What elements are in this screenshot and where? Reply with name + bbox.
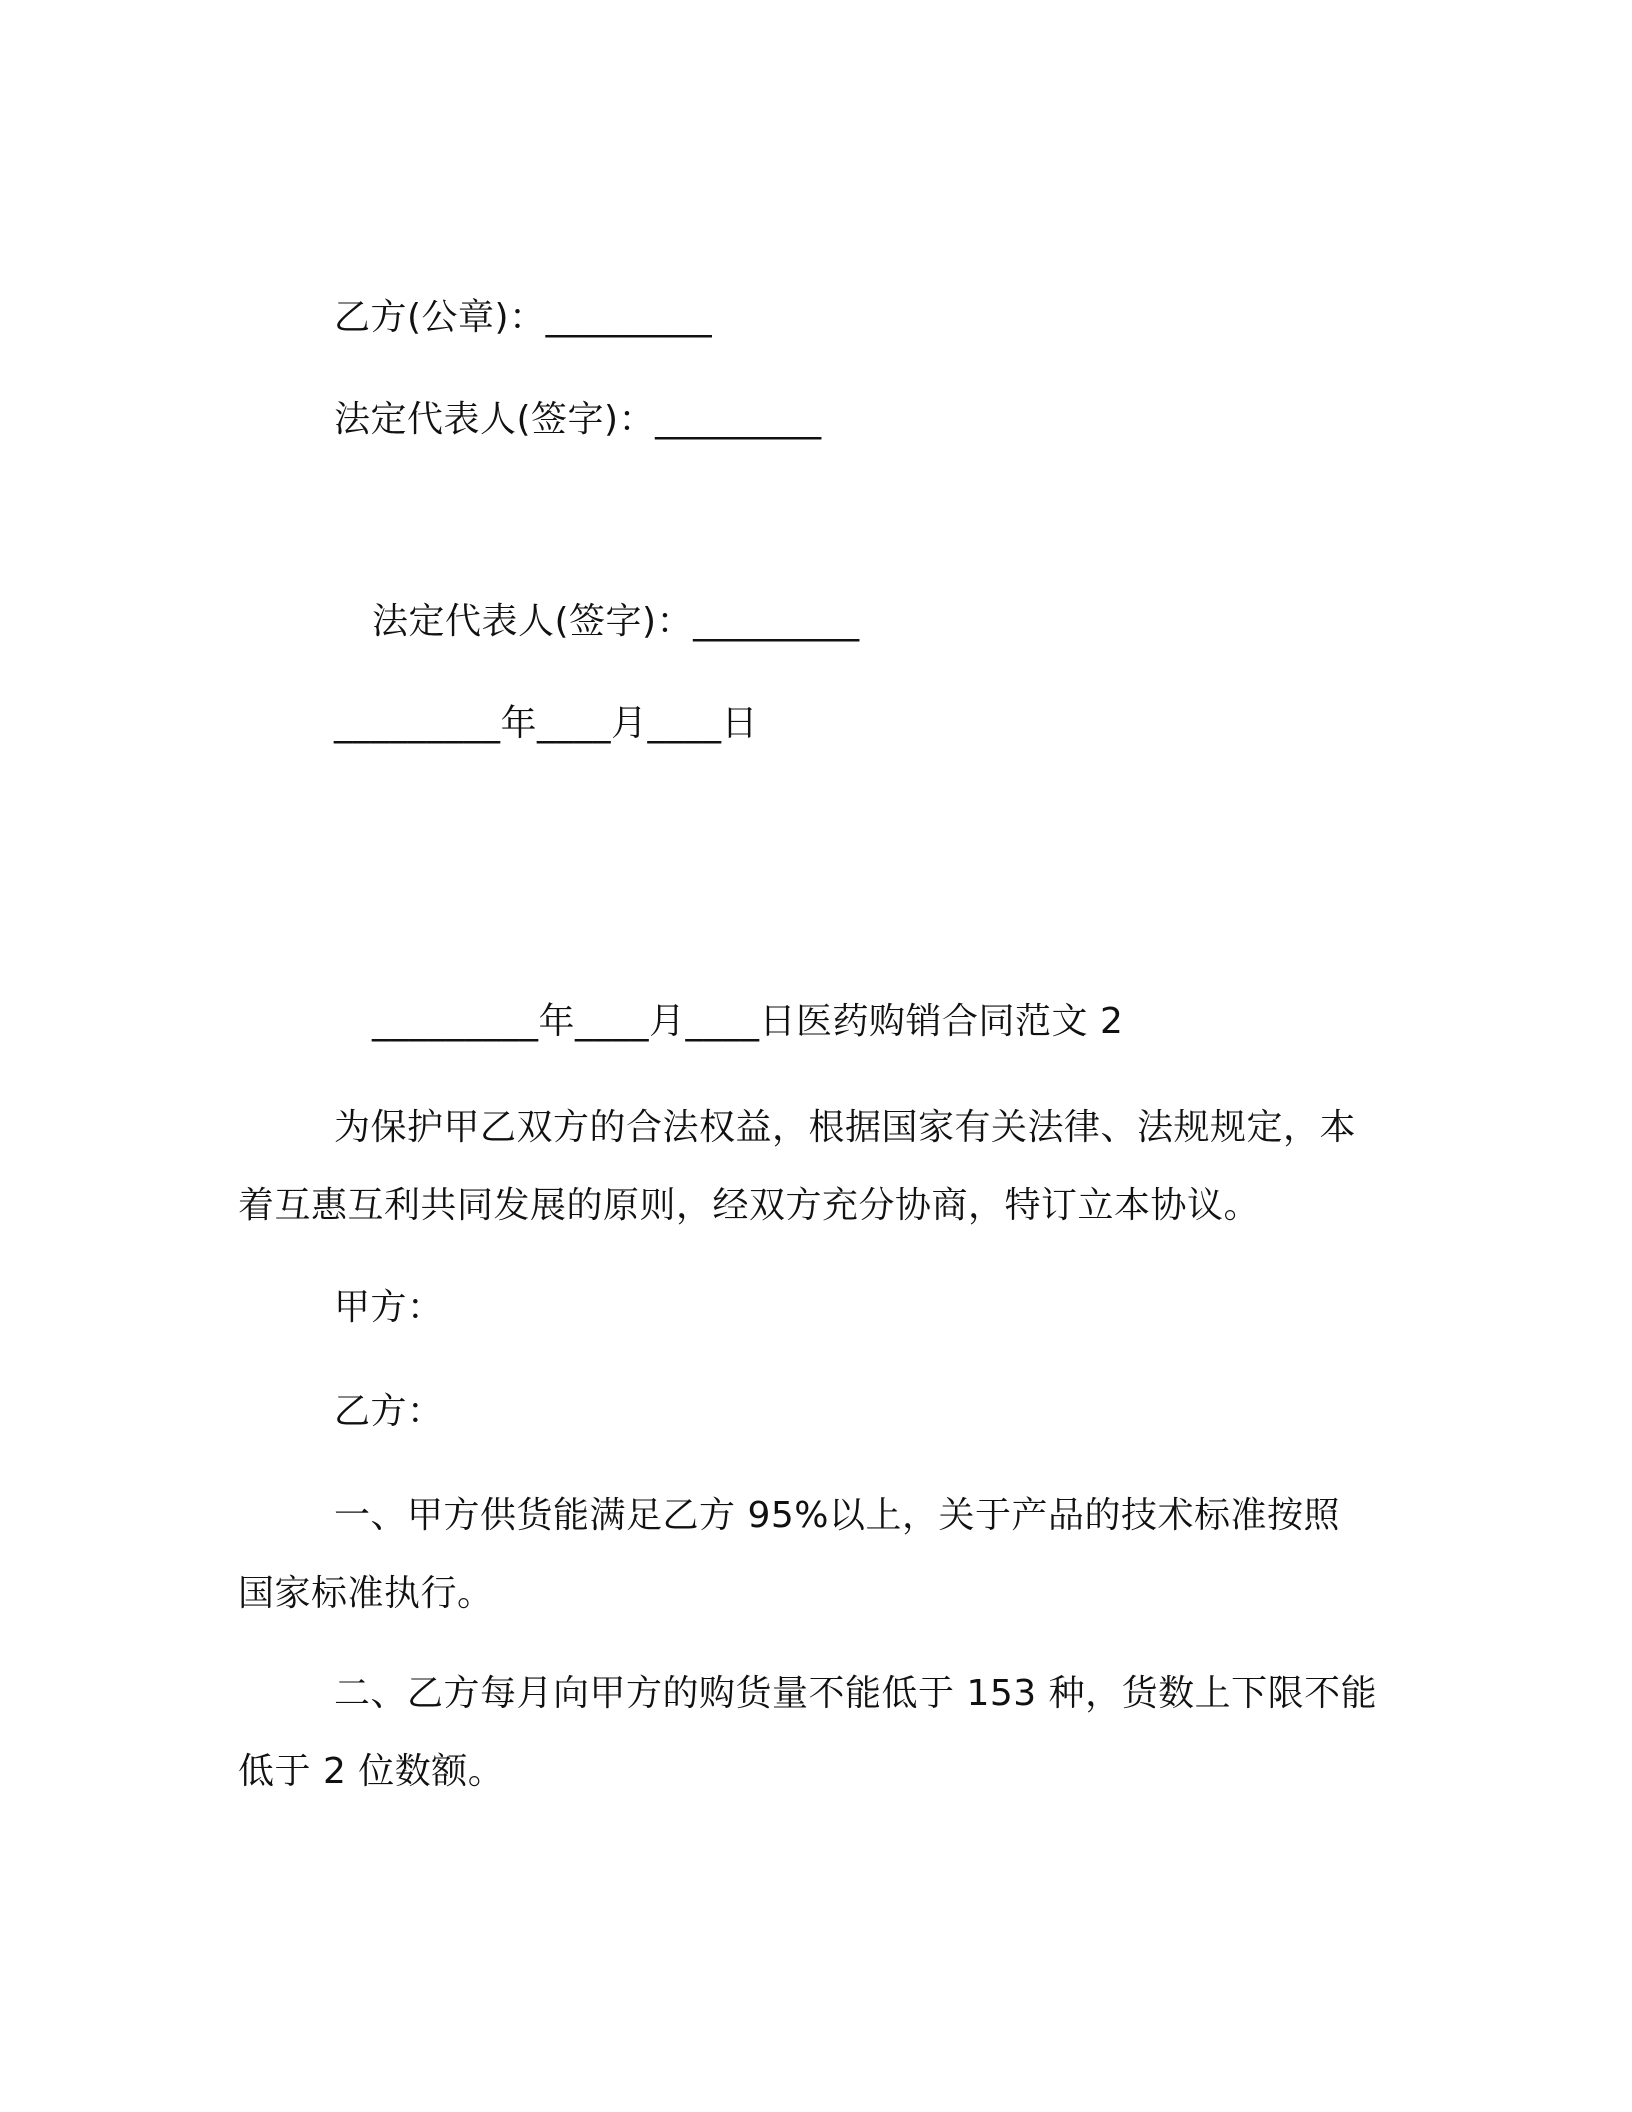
- clause-1-line-1: 一、甲方供货能满足乙方 95%以上，关于产品的技术标准按照: [334, 1495, 1340, 1536]
- party-a-label: 甲方：: [334, 1287, 444, 1328]
- clause-2-line-2: 低于 2 位数额。: [238, 1751, 505, 1792]
- party-b-label: 乙方：: [334, 1391, 444, 1432]
- legal-representative-line-2: 法定代表人(签字)：_________: [372, 601, 860, 642]
- contract-title: _________年____月____日医药购销合同范文 2: [372, 1001, 1124, 1042]
- clause-1-line-2: 国家标准执行。: [238, 1573, 494, 1614]
- clause-2-line-1: 二、乙方每月向甲方的购货量不能低于 153 种，货数上下限不能: [334, 1673, 1378, 1714]
- preamble-line-2: 着互惠互利共同发展的原则，经双方充分协商，特订立本协议。: [238, 1185, 1261, 1226]
- party-b-seal-line: 乙方(公章)：_________: [334, 297, 713, 338]
- preamble-line-1: 为保护甲乙双方的合法权益，根据国家有关法律、法规规定，本: [334, 1107, 1357, 1148]
- signature-date-line: _________年____月____日: [334, 703, 758, 744]
- legal-representative-line-1: 法定代表人(签字)：_________: [334, 399, 822, 440]
